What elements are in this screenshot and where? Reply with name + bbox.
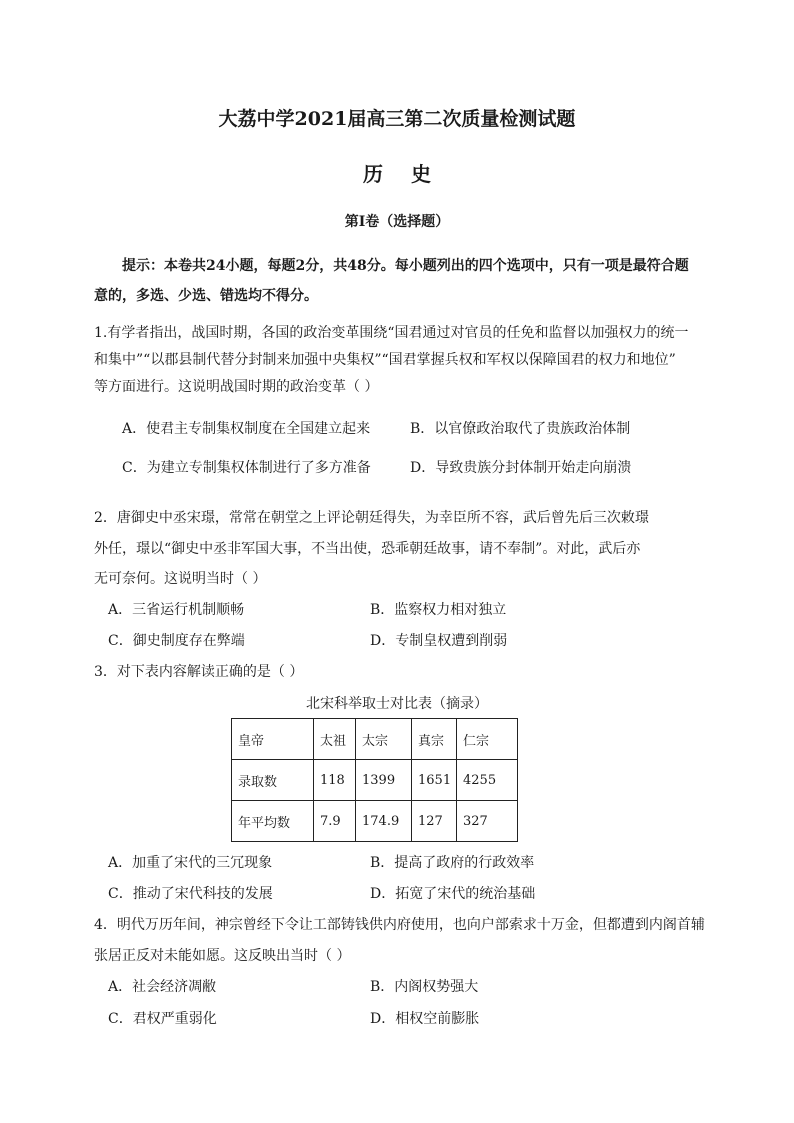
table-cell: 仁宗 [457, 719, 518, 760]
instructions-line-1: 提示：本卷共24小题，每题2分，共48分。每小题列出的四个选项中，只有一项是最符合题 [122, 258, 689, 274]
question-3-option-d[interactable]: D．拓宽了宋代的统治基础 [370, 886, 536, 902]
table-cell: 太祖 [314, 719, 356, 760]
question-4-option-b[interactable]: B．内阁权势强大 [370, 979, 479, 995]
question-2-option-c[interactable]: C．御史制度存在弊端 [108, 633, 245, 649]
keju-comparison-table [231, 718, 518, 842]
table-cell: 皇帝 [232, 719, 314, 760]
question-3-option-a[interactable]: A．加重了宋代的三冗现象 [108, 855, 273, 871]
question-2-stem-line-2: 外任，璟以“御史中丞非军国大事，不当出使，恐乖朝廷故事，请不奉制”。对此，武后亦 [94, 541, 641, 557]
table-cell: 真宗 [412, 719, 457, 760]
question-3-option-b[interactable]: B．提高了政府的行政效率 [370, 855, 535, 871]
question-1-stem-line-3: 等方面进行。这说明战国时期的政治变革（ ） [94, 379, 379, 395]
exam-title: 大荔中学2021届高三第二次质量检测试题 [218, 108, 576, 130]
question-1-stem-line-1: 1.有学者指出，战国时期，各国的政治变革围绕“国君通过对官员的任免和监督以加强权力的统一 [94, 325, 689, 341]
table-cell: 太宗 [356, 719, 412, 760]
question-2-stem-line-3: 无可奈何。这说明当时（ ） [94, 571, 267, 587]
table-cell: 录取数 [232, 760, 314, 801]
question-1-option-a[interactable]: A．使君主专制集权制度在全国建立起来 [122, 421, 371, 437]
question-3-option-c[interactable]: C．推动了宋代科技的发展 [108, 886, 273, 902]
question-2-option-d[interactable]: D．专制皇权遭到削弱 [370, 633, 508, 649]
question-4-stem-line-2: 张居正反对未能如愿。这反映出当时（ ） [94, 948, 351, 964]
table-cell: 327 [457, 801, 518, 842]
table-cell: 1399 [356, 760, 412, 801]
question-2-stem-line-1: 2．唐御史中丞宋璟，常常在朝堂之上评论朝廷得失，为幸臣所不容，武后曾先后三次敕璟 [94, 510, 649, 526]
table-cell: 年平均数 [232, 801, 314, 842]
table-row [232, 760, 518, 801]
question-4-stem-line-1: 4．明代万历年间，神宗曾经下令让工部铸钱供内府使用，也向户部索求十万金，但都遭到内阁首辅 [94, 917, 705, 933]
question-1-stem-line-2: 和集中”“以郡县制代替分封制来加强中央集权”“国君掌握兵权和军权以保障国君的权力和地位” [94, 352, 676, 368]
question-4-option-d[interactable]: D．相权空前膨胀 [370, 1011, 480, 1027]
subject-heading: 历史 [363, 162, 459, 186]
question-1-option-d[interactable]: D．导致贵族分封体制开始走向崩溃 [410, 460, 632, 476]
instructions-line-2: 意的，多选、少选、错选均不得分。 [94, 288, 318, 304]
table-row [232, 719, 518, 760]
question-2-option-b[interactable]: B．监察权力相对独立 [370, 602, 507, 618]
table-cell: 174.9 [356, 801, 412, 842]
question-4-option-c[interactable]: C．君权严重弱化 [108, 1011, 217, 1027]
table-row [232, 801, 518, 842]
table-cell: 127 [412, 801, 457, 842]
question-3-stem-line-1: 3．对下表内容解读正确的是（ ） [94, 664, 304, 680]
section-heading: 第I卷（选择题） [344, 214, 450, 230]
question-1-option-b[interactable]: B．以官僚政治取代了贵族政治体制 [410, 421, 631, 437]
table-cell: 7.9 [314, 801, 356, 842]
table-cell: 1651 [412, 760, 457, 801]
table-cell: 4255 [457, 760, 518, 801]
question-4-option-a[interactable]: A．社会经济凋敝 [108, 979, 217, 995]
table-cell: 118 [314, 760, 356, 801]
question-2-option-a[interactable]: A．三省运行机制顺畅 [108, 602, 245, 618]
question-1-option-c[interactable]: C．为建立专制集权体制进行了多方准备 [122, 460, 371, 476]
table-caption: 北宋科举取士对比表（摘录） [306, 696, 488, 712]
